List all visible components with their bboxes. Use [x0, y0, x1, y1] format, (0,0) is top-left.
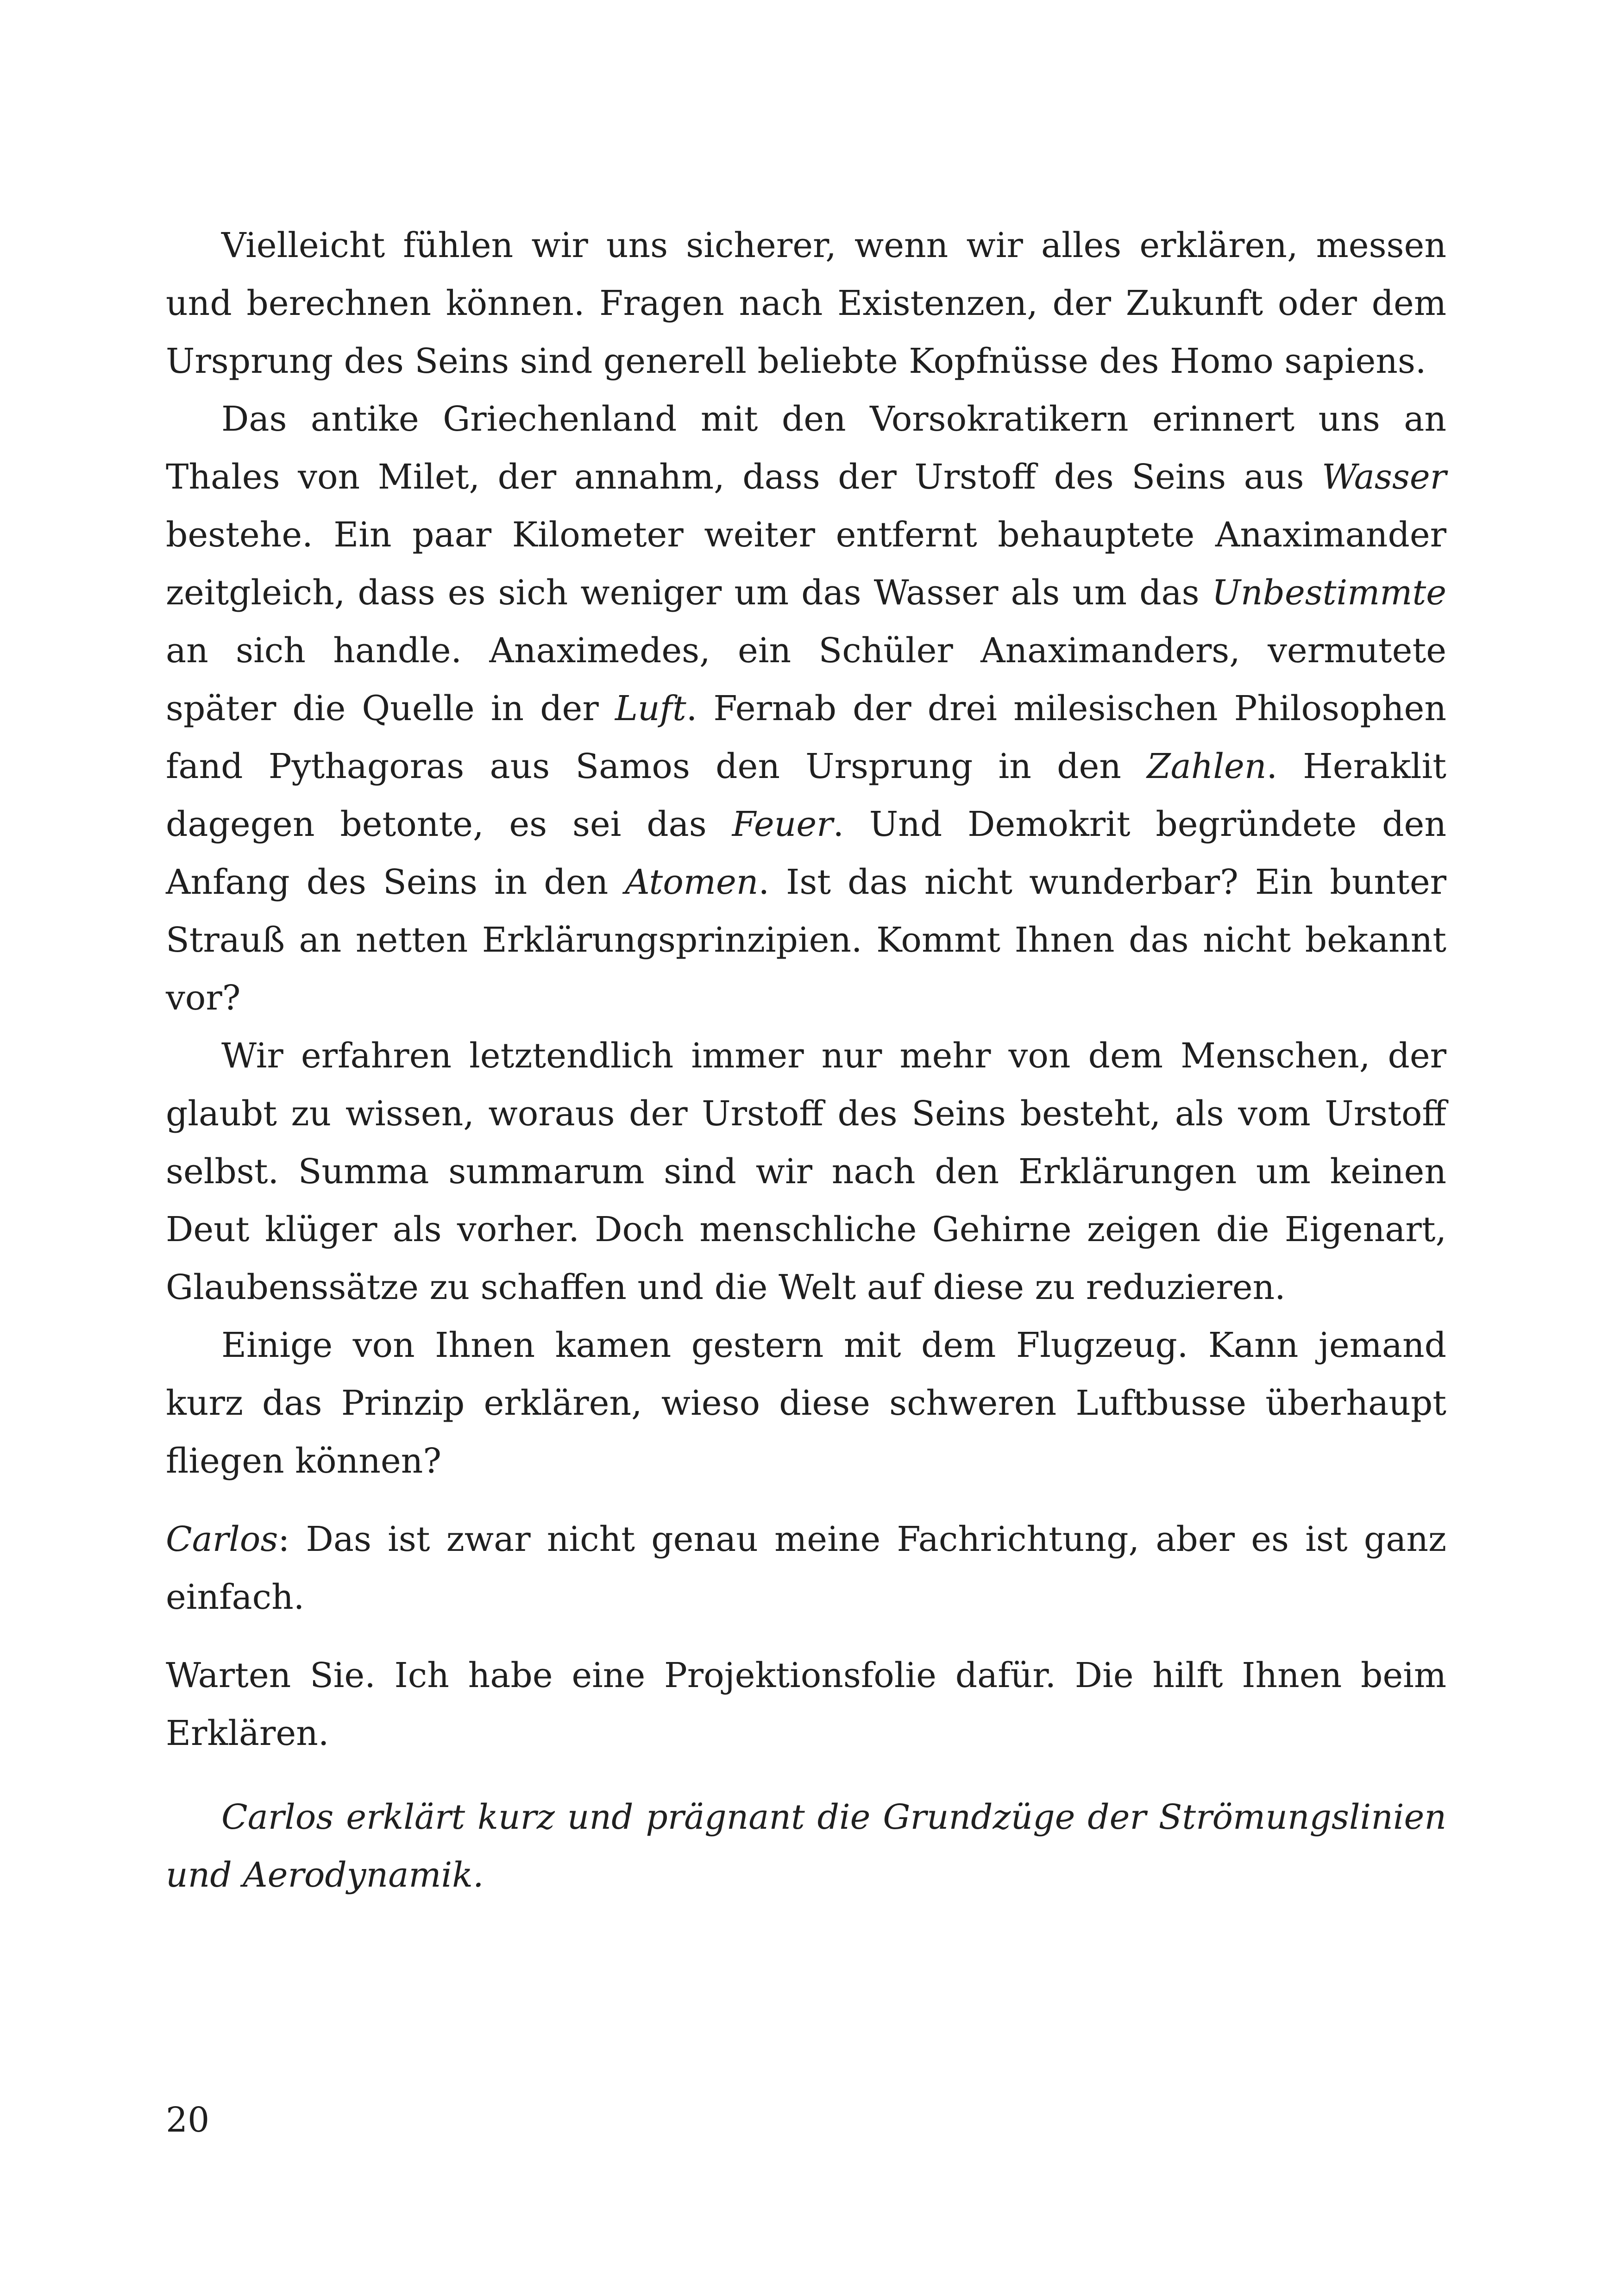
emphasis-atomen: Atomen — [625, 862, 759, 902]
emphasis-zahlen: Zahlen — [1147, 747, 1267, 786]
page-number: 20 — [166, 2100, 210, 2140]
paragraph-3-text: Wir erfahren letztendlich immer nur mehr von dem Menschen, der glaubt zu wissen, woraus der Urstoff des Seins besteht, als vom Urstoff selbst. Summa summarum sind wir nach den Erklärungen um keinen Deut klüger als vorher. Doch menschliche Gehirne zeigen die Eigenart, Glaubenssätze zu schaffen und die Welt auf diese zu reduzieren. — [166, 1036, 1446, 1307]
emphasis-wasser: Wasser — [1322, 457, 1446, 497]
paragraph-2 — [166, 390, 1446, 1027]
paragraph-2-text-1: Das antike Griechenland mit den Vorsokratikern erinnert uns an Thales von Milet, der annahm, dass der Urstoff des Seins aus — [166, 399, 1446, 497]
emphasis-luft: Luft — [615, 689, 686, 728]
paragraph-2-text-4: . Fernab der drei milesischen Philosophen fand Pythagoras aus Samos den Ursprung in den — [166, 689, 1446, 786]
stage-direction-text: Carlos erklärt kurz und prägnant die Grundzüge der Strömungslinien und Aerodynamik. — [166, 1797, 1446, 1895]
body-text — [166, 217, 1446, 1904]
reply-text: Warten Sie. Ich habe eine Projektionsfolie dafür. Die hilft Ihnen beim Erklären. — [166, 1656, 1446, 1753]
paragraph-4 — [166, 1317, 1446, 1490]
paragraph-1 — [166, 217, 1446, 390]
emphasis-feuer: Feuer — [732, 804, 833, 844]
paragraph-2-text-7: . Ist das nicht wunderbar? Ein bunter Strauß an netten Erklärungsprinzipien. Kommt Ihnen das nicht bekannt vor? — [166, 862, 1446, 1018]
emphasis-unbestimmte: Unbestimmte — [1212, 573, 1446, 613]
dialogue-carlos — [166, 1511, 1446, 1626]
reply-paragraph — [166, 1647, 1446, 1763]
paragraph-1-text: Vielleicht fühlen wir uns sicherer, wenn wir alles erklären, messen und berechnen können. Fragen nach Existenzen, der Zukunft oder dem Ursprung des Seins sind generell beliebte Kopfnüsse des Homo sapiens. — [166, 226, 1446, 381]
speaker-name: Carlos — [166, 1519, 278, 1559]
dialogue-line: : Das ist zwar nicht genau meine Fachrichtung, aber es ist ganz einfach. — [166, 1519, 1446, 1617]
paragraph-2-text-3: an sich handle. Anaximedes, ein Schüler Anaximanders, vermutete später die Quelle in der — [166, 631, 1446, 728]
stage-direction — [166, 1788, 1446, 1904]
paragraph-2-text-5: . Heraklit dagegen betonte, es sei das — [166, 747, 1446, 844]
paragraph-3 — [166, 1027, 1446, 1317]
paragraph-2-text-2: bestehe. Ein paar Kilometer weiter entfernt behauptete Anaximander zeitgleich, dass es sich weniger um das Wasser als um das — [166, 515, 1446, 613]
paragraph-4-text: Einige von Ihnen kamen gestern mit dem Flugzeug. Kann jemand kurz das Prinzip erklären, wieso diese schweren Luftbusse überhaupt fliegen können? — [166, 1325, 1446, 1481]
paragraph-2-text-6: . Und Demokrit begründete den Anfang des Seins in den — [166, 804, 1447, 902]
